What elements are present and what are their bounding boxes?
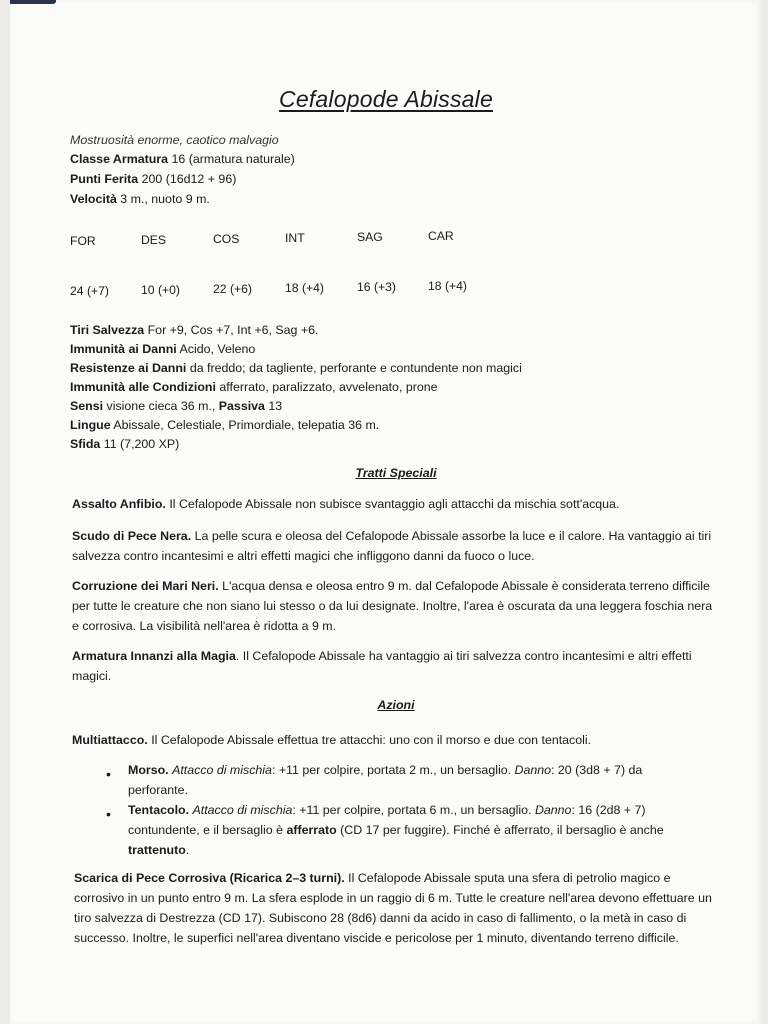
hit-points-line: [70, 171, 236, 188]
document-page: [10, 0, 762, 1024]
armor-class-label: Classe Armatura: [70, 152, 169, 166]
saving-throws-line: [70, 322, 318, 339]
action-text: Il Cefalopode Abissale effettua tre attacchi: uno con il morso e due con tentacoli.: [151, 733, 592, 747]
bullet-marker: •: [106, 806, 111, 822]
challenge-label: Sfida: [70, 437, 101, 451]
hit-points-value: 200 (16d12 + 96): [141, 172, 237, 186]
condition-immunities-label: Immunità alle Condizioni: [70, 380, 216, 394]
attack-name: Tentacolo.: [128, 803, 190, 817]
trait-name: Armatura Innanzi alla Magia: [72, 649, 236, 663]
damage-label: Danno: [534, 803, 572, 817]
scan-edge-mark: [10, 0, 56, 4]
condition-immunities-line: [70, 379, 438, 396]
trait-text: L'acqua densa e oleosa entro 9 m. dal Cefalopode Abissale è considerata terreno difficile per tutte le creature che non siano lui stesso o da lui designate. Inoltre, l'area è oscurata da una leggera foschia nera e corrosiva. La visibilità nell'area è ridotta a 9 m.: [72, 579, 713, 633]
senses-label: Sensi: [70, 399, 104, 413]
armor-class-line: [70, 151, 295, 168]
languages-label: Lingue: [70, 418, 111, 432]
ability-value-str: 24 (+7): [70, 284, 109, 298]
traits-section-title: Tratti Speciali: [355, 466, 437, 480]
damage-text: : 20 (3d8 + 7) da perforante.: [128, 763, 643, 797]
challenge-value: 11 (7,200 XP): [103, 437, 180, 451]
page-title: Cefalopode Abissale: [279, 86, 493, 112]
ability-value-dex: 10 (+0): [141, 283, 180, 297]
languages-value: Abissale, Celestiale, Primordiale, telepatia 36 m.: [113, 418, 380, 432]
restrained-keyword: trattenuto: [128, 843, 186, 857]
action-multiattack: [72, 730, 722, 750]
passive-label: Passiva: [218, 399, 265, 413]
speed-line: [70, 191, 210, 208]
trait-black-pitch-shield: [72, 526, 722, 566]
ability-header-cha: CAR: [428, 229, 454, 243]
attack-bite: [128, 760, 698, 800]
condition-immunities-value: afferrato, paralizzato, avvelenato, prone: [219, 380, 438, 394]
speed-label: Velocità: [70, 192, 117, 206]
armor-class-value: 16 (armatura naturale): [171, 152, 295, 166]
trait-text: . Il Cefalopode Abissale ha vantaggio ai tiri salvezza contro incantesimi e altri effetti magici.: [72, 649, 692, 683]
trait-black-seas-corruption: [72, 576, 722, 636]
damage-text: : 16 (2d8 + 7) contundente, e il bersaglio è: [128, 803, 646, 837]
trait-text: Il Cefalopode Abissale non subisce svantaggio agli attacchi da mischia sott'acqua.: [169, 497, 620, 511]
trait-name: Corruzione dei Mari Neri.: [72, 579, 219, 593]
trait-text: La pelle scura e oleosa del Cefalopode Abissale assorbe la luce e il calore. Ha vantaggio ai tiri salvezza contro incantesimi e altri effetti magici che infliggono danni da fuoco o luce.: [72, 529, 712, 563]
damage-label: Danno: [514, 763, 552, 777]
challenge-line: [70, 436, 179, 453]
attack-tentacle: [128, 800, 698, 860]
ability-header-con: COS: [213, 232, 240, 246]
attack-type: Attacco di mischia: [172, 763, 272, 777]
trait-amphibious-assault: [72, 494, 722, 514]
grappled-keyword: afferrato: [286, 823, 337, 837]
bullet-marker: •: [106, 766, 111, 782]
action-name: Multiattacco.: [72, 733, 148, 747]
attack-end: .: [185, 843, 190, 857]
action-corrosive-pitch-blast: [74, 868, 724, 948]
damage-immunities-line: [70, 341, 255, 358]
action-name: Scarica di Pece Corrosiva (Ricarica 2–3 turni).: [74, 871, 345, 885]
action-text: Il Cefalopode Abissale sputa una sfera di petrolio magico e corrosivo in un punto entro 9 m. La sfera esplode in un raggio di 6 m. Tutte le creature nell'area devono effettuare un tiro salvezza di Destrezza (CD 17). Subiscono 28 (8d6) danni da acido in caso di fallimento, o la metà in caso di successo. Inoltre, le superfici nell'area diventano viscide e pericolose per 1 minuto, diventando terreno difficile.: [74, 871, 712, 945]
trait-name: Assalto Anfibio.: [72, 497, 166, 511]
ability-header-int: INT: [285, 231, 305, 245]
hit-points-label: Punti Ferita: [70, 172, 139, 186]
attack-text: : +11 per colpire, portata 6 m., un bersaglio.: [292, 803, 532, 817]
damage-immunities-label: Immunità ai Danni: [70, 342, 177, 356]
ability-header-dex: DES: [141, 233, 167, 247]
damage-resistances-line: [70, 360, 522, 377]
ability-header-str: FOR: [70, 234, 96, 248]
ability-value-con: 22 (+6): [213, 282, 252, 296]
actions-section-title: Azioni: [377, 698, 415, 712]
senses-line: [70, 398, 282, 415]
saving-throws-value: For +9, Cos +7, Int +6, Sag +6.: [147, 323, 319, 337]
attack-name: Morso.: [128, 763, 169, 777]
languages-line: [70, 417, 379, 434]
trait-magic-armor: [72, 646, 722, 686]
damage-resistances-value: da freddo; da tagliente, perforante e contundente non magici: [189, 361, 522, 375]
creature-type: Mostruosità enorme, caotico malvagio: [70, 133, 279, 147]
ability-header-wis: SAG: [357, 230, 383, 244]
ability-value-int: 18 (+4): [285, 281, 324, 295]
damage-immunities-value: Acido, Veleno: [179, 342, 256, 356]
grapple-text: (CD 17 per fuggire). Finché è afferrato, il bersaglio è anche: [340, 823, 664, 837]
ability-value-cha: 18 (+4): [428, 279, 467, 293]
passive-value: 13: [268, 399, 283, 413]
ability-value-wis: 16 (+3): [357, 280, 396, 294]
attack-type: Attacco di mischia: [192, 803, 293, 817]
senses-value: visione cieca 36 m.,: [106, 399, 216, 413]
saving-throws-label: Tiri Salvezza: [70, 323, 145, 337]
trait-name: Scudo di Pece Nera.: [72, 529, 192, 543]
damage-resistances-label: Resistenze ai Danni: [70, 361, 187, 375]
speed-value: 3 m., nuoto 9 m.: [120, 192, 210, 206]
attack-text: : +11 per colpire, portata 2 m., un bersaglio.: [271, 763, 512, 777]
